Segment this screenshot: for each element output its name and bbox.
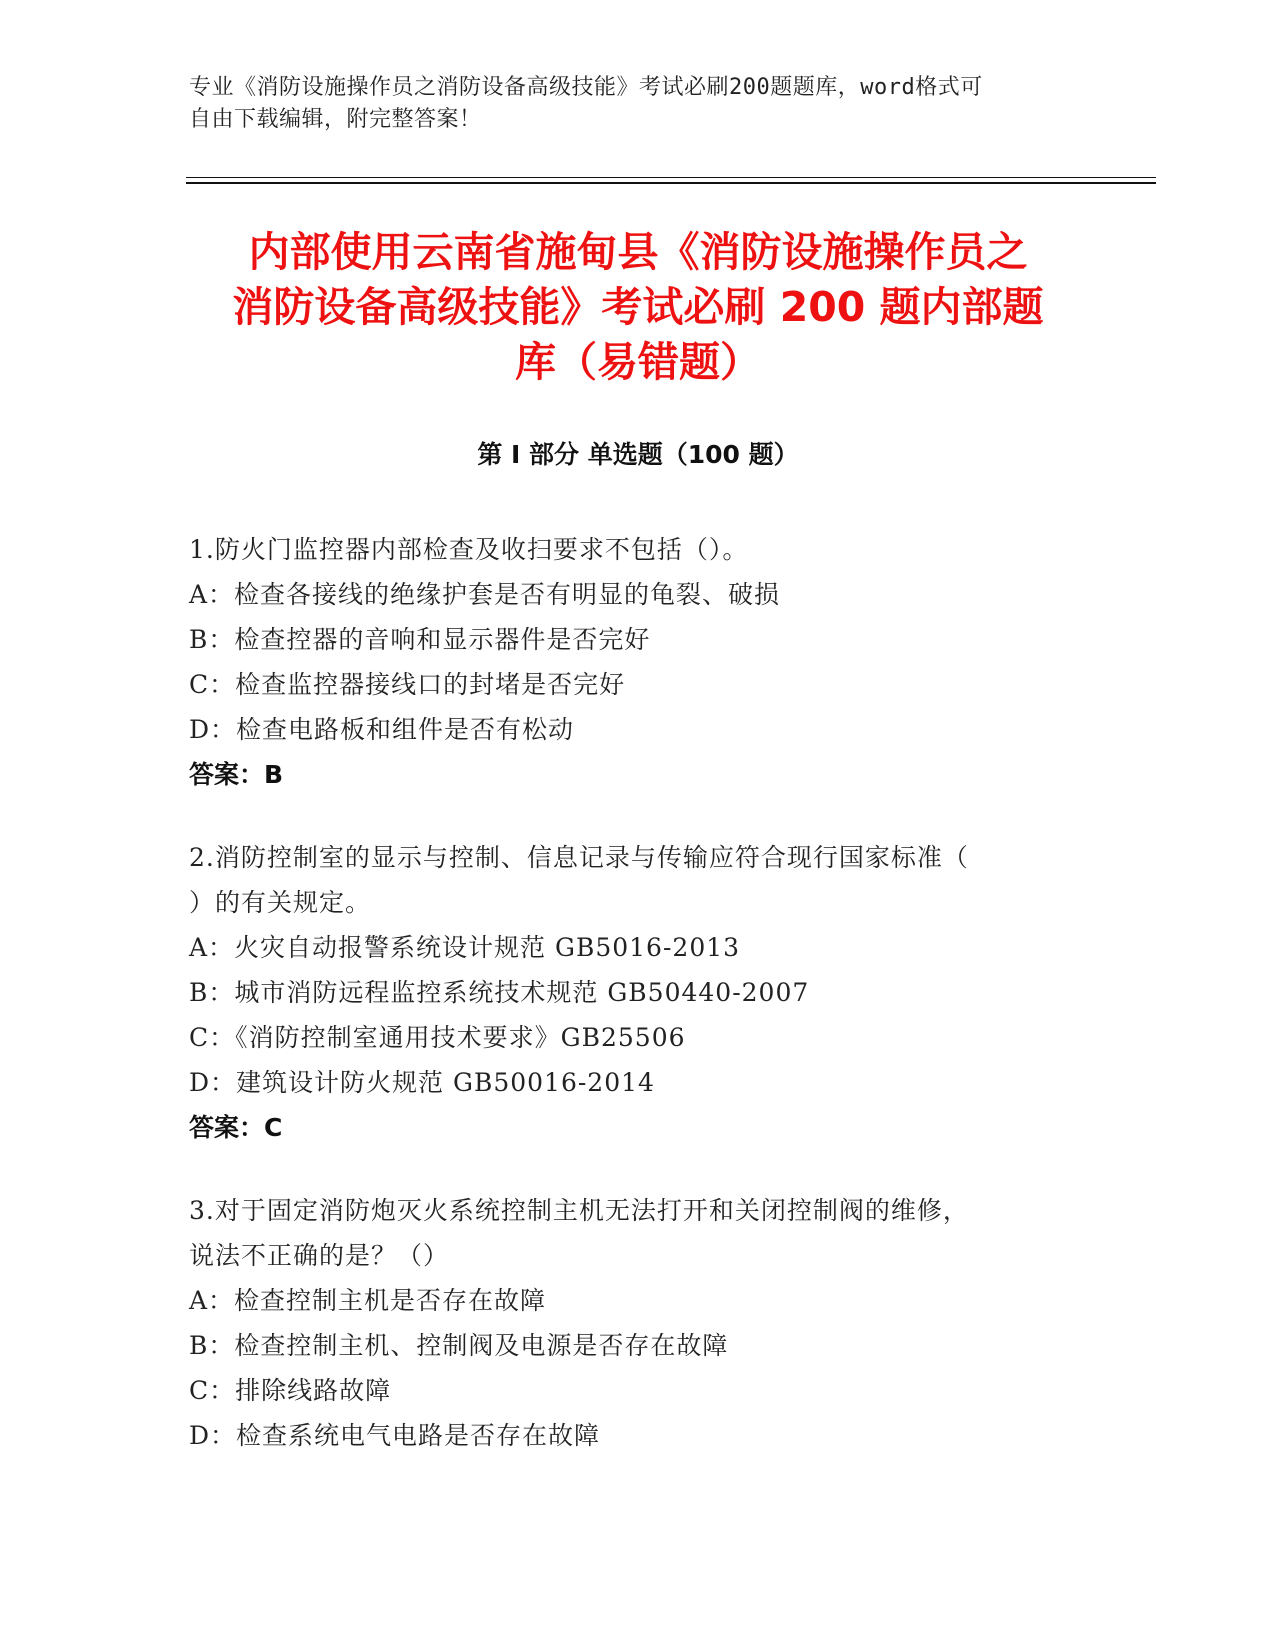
header-divider-thick — [186, 182, 1156, 184]
option-d: D：建筑设计防火规范 GB50016-2014 — [189, 1068, 655, 1097]
title-line-2: 消防设备高级技能》考试必刷 200 题内部题 — [232, 283, 1044, 331]
option-b: B：检查控器的音响和显示器件是否完好 — [189, 625, 651, 654]
option-a: A：检查各接线的绝缘护套是否有明显的龟裂、破损 — [189, 580, 781, 609]
header-divider-thin — [186, 177, 1156, 178]
option-c: C：《消防控制室通用技术要求》GB25506 — [189, 1023, 686, 1052]
answer-label: 答案：C — [189, 1113, 283, 1142]
title-line-3: 库（易错题） — [515, 338, 761, 386]
option-d: D：检查电路板和组件是否有松动 — [189, 715, 575, 744]
option-d: D：检查系统电气电路是否存在故障 — [189, 1421, 601, 1450]
option-b: B：城市消防远程监控系统技术规范 GB50440-2007 — [189, 978, 810, 1007]
option-c: C：排除线路故障 — [189, 1376, 392, 1405]
question-stem: 1.防火门监控器内部检查及收扫要求不包括（）。 — [189, 535, 749, 564]
question-stem: 2.消防控制室的显示与控制、信息记录与传输应符合现行国家标准（ — [189, 843, 969, 872]
header-note — [189, 72, 1069, 136]
option-a: A：检查控制主机是否存在故障 — [189, 1286, 547, 1315]
option-c: C：检查监控器接线口的封堵是否完好 — [189, 670, 626, 699]
answer-label: 答案：B — [189, 760, 284, 789]
question-1 — [189, 527, 1069, 797]
title-line-1: 内部使用云南省施甸县《消防设施操作员之 — [248, 228, 1028, 276]
question-stem-continued: ）的有关规定。 — [189, 888, 372, 917]
header-note-line-2: 自由下载编辑，附完整答案！ — [189, 107, 482, 132]
question-2 — [189, 835, 1069, 1150]
question-stem: 3.对于固定消防炮灭火系统控制主机无法打开和关闭控制阀的维修， — [189, 1196, 969, 1225]
section-heading: 第 I 部分 单选题（100 题） — [477, 440, 799, 469]
question-stem-continued: 说法不正确的是？（） — [189, 1241, 450, 1270]
header-note-line-1: 专业《消防设施操作员之消防设备高级技能》考试必刷200题题库，word格式可 — [189, 75, 983, 100]
question-list — [189, 527, 1069, 1496]
option-a: A：火灾自动报警系统设计规范 GB5016-2013 — [189, 933, 741, 962]
question-3 — [189, 1188, 1069, 1458]
document-title — [186, 225, 1090, 390]
option-b: B：检查控制主机、控制阀及电源是否存在故障 — [189, 1331, 729, 1360]
